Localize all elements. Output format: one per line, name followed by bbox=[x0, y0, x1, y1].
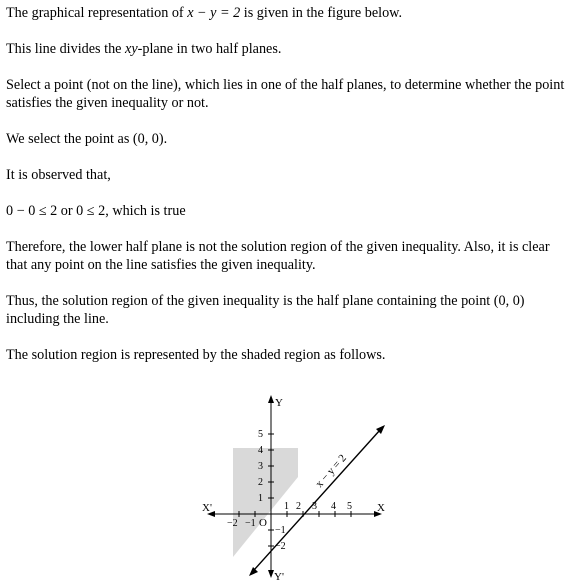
x-tick-label: −1 bbox=[245, 518, 256, 529]
y-axis-label-positive: Y bbox=[275, 397, 283, 409]
solution-region-graph bbox=[190, 390, 390, 581]
x-tick-label: −2 bbox=[227, 518, 238, 529]
x-tick-label: 2 bbox=[296, 501, 301, 512]
paragraph-1: The graphical representation of x − y = 2 is given in the figure below. bbox=[6, 5, 403, 21]
paragraph-3: Select a point (not on the line), which lies in one of the half planes, to determine whether the point satisfies the given inequality or not. bbox=[6, 77, 565, 111]
paragraph-8: Thus, the solution region of the given inequality is the half plane containing the point (0, 0) including the line. bbox=[6, 293, 525, 327]
x-axis-label-negative: X' bbox=[202, 502, 212, 514]
paragraph-4: We select the point as (0, 0). bbox=[6, 131, 168, 147]
shaded-region-upper bbox=[233, 390, 390, 448]
y-tick-label: 4 bbox=[258, 445, 263, 456]
y-tick-label: 3 bbox=[258, 461, 263, 472]
paragraph-5: It is observed that, bbox=[6, 167, 111, 183]
origin-label: O bbox=[259, 517, 267, 529]
equation-inline: x − y = 2 bbox=[187, 5, 241, 21]
y-axis-arrow-up bbox=[268, 395, 274, 403]
solution-document bbox=[6, 4, 574, 382]
x-axis-label-positive: X bbox=[377, 502, 385, 514]
y-tick-label: −2 bbox=[275, 541, 286, 552]
paragraph-6: 0 − 0 ≤ 2 or 0 ≤ 2, which is true bbox=[6, 203, 186, 219]
xy-italic: xy bbox=[125, 41, 138, 57]
boundary-line-arrow-bottom bbox=[249, 567, 258, 576]
y-axis-label-negative: Y' bbox=[274, 571, 284, 581]
x-tick-label: 3 bbox=[312, 501, 317, 512]
y-tick-label: 5 bbox=[258, 429, 263, 440]
y-tick-label: 1 bbox=[258, 493, 263, 504]
y-tick-label: 2 bbox=[258, 477, 263, 488]
graph-svg bbox=[190, 390, 390, 581]
x-tick-label: 1 bbox=[284, 501, 289, 512]
x-tick-label: 4 bbox=[331, 501, 336, 512]
paragraph-7: Therefore, the lower half plane is not the solution region of the given inequality. Also, it is clear that any point on the line satisfies the given inequality. bbox=[6, 239, 550, 273]
y-tick-label: −1 bbox=[275, 525, 286, 536]
paragraph-9: The solution region is represented by the shaded region as follows. bbox=[6, 347, 386, 363]
x-tick-label: 5 bbox=[347, 501, 352, 512]
paragraph-2: This line divides the xy-plane in two half planes. bbox=[6, 41, 282, 57]
line-label: x − y = 2 bbox=[313, 452, 349, 491]
